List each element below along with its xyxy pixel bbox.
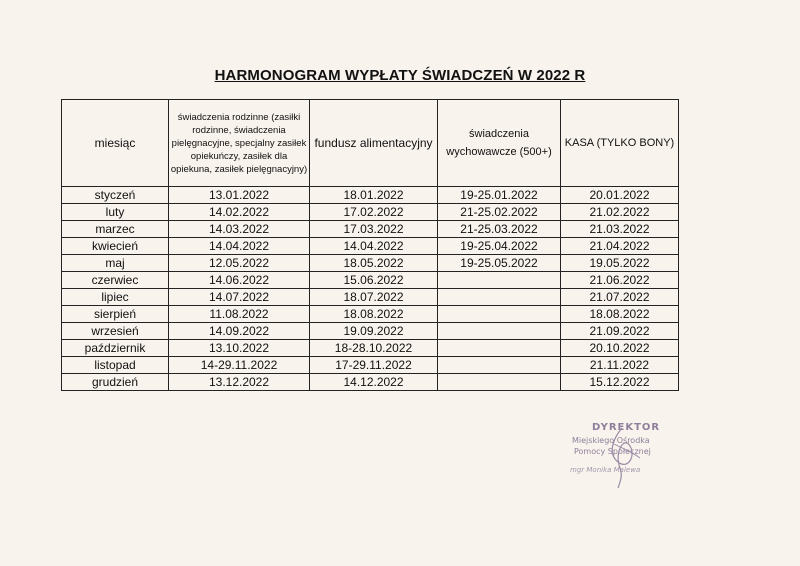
cell-500 bbox=[438, 289, 561, 306]
cell-kasa: 18.08.2022 bbox=[561, 306, 679, 323]
cell-month: wrzesień bbox=[62, 323, 169, 340]
signature-icon bbox=[560, 422, 670, 492]
cell-month: sierpień bbox=[62, 306, 169, 323]
cell-family: 12.05.2022 bbox=[169, 255, 310, 272]
cell-kasa: 21.11.2022 bbox=[561, 357, 679, 374]
stamp-office-line: Miejskiego Ośrodka bbox=[572, 436, 650, 445]
cell-fund: 17.03.2022 bbox=[310, 221, 438, 238]
table-row bbox=[62, 323, 679, 340]
table-row bbox=[62, 357, 679, 374]
cell-fund: 15.06.2022 bbox=[310, 272, 438, 289]
cell-kasa: 20.10.2022 bbox=[561, 340, 679, 357]
document-title: HARMONOGRAM WYPŁATY ŚWIADCZEŃ W 2022 R bbox=[214, 67, 586, 84]
table-row bbox=[62, 204, 679, 221]
stamp-office-line: Pomocy Społecznej bbox=[574, 447, 651, 456]
cell-500: 19-25.05.2022 bbox=[438, 255, 561, 272]
table-row bbox=[62, 255, 679, 272]
cell-family: 14.07.2022 bbox=[169, 289, 310, 306]
cell-500: 19-25.04.2022 bbox=[438, 238, 561, 255]
header-family-benefits: świadczenia rodzinne (zasiłki rodzinne, świadczenia pielęgnacyjne, specjalny zasiłek opiekuńczy, zasiłek dla opiekuna, zasiłek pielęgnacyjny) bbox=[169, 100, 310, 187]
cell-fund: 19.09.2022 bbox=[310, 323, 438, 340]
cell-month: grudzień bbox=[62, 374, 169, 391]
cell-fund: 18.01.2022 bbox=[310, 187, 438, 204]
cell-500: 19-25.01.2022 bbox=[438, 187, 561, 204]
header-month: miesiąc bbox=[62, 100, 169, 187]
cell-month: październik bbox=[62, 340, 169, 357]
cell-month: maj bbox=[62, 255, 169, 272]
cell-fund: 17.02.2022 bbox=[310, 204, 438, 221]
cell-fund: 18.05.2022 bbox=[310, 255, 438, 272]
cell-family: 14.03.2022 bbox=[169, 221, 310, 238]
table-row bbox=[62, 340, 679, 357]
cell-month: kwiecień bbox=[62, 238, 169, 255]
cell-month: czerwiec bbox=[62, 272, 169, 289]
cell-500 bbox=[438, 374, 561, 391]
cell-month: styczeń bbox=[62, 187, 169, 204]
cell-fund: 14.04.2022 bbox=[310, 238, 438, 255]
cell-family: 14.02.2022 bbox=[169, 204, 310, 221]
table-row bbox=[62, 374, 679, 391]
cell-family: 13.01.2022 bbox=[169, 187, 310, 204]
director-stamp bbox=[560, 422, 670, 492]
cell-kasa: 15.12.2022 bbox=[561, 374, 679, 391]
cell-500: 21-25.03.2022 bbox=[438, 221, 561, 238]
header-alimony-fund: fundusz alimentacyjny bbox=[310, 100, 438, 187]
cell-family: 13.10.2022 bbox=[169, 340, 310, 357]
table-row bbox=[62, 187, 679, 204]
cell-month: lipiec bbox=[62, 289, 169, 306]
cell-month: marzec bbox=[62, 221, 169, 238]
cell-kasa: 19.05.2022 bbox=[561, 255, 679, 272]
cell-month: listopad bbox=[62, 357, 169, 374]
cell-family: 14-29.11.2022 bbox=[169, 357, 310, 374]
cell-family: 11.08.2022 bbox=[169, 306, 310, 323]
cell-kasa: 21.03.2022 bbox=[561, 221, 679, 238]
cell-month: luty bbox=[62, 204, 169, 221]
cell-fund: 18.08.2022 bbox=[310, 306, 438, 323]
table-row bbox=[62, 306, 679, 323]
cell-family: 14.04.2022 bbox=[169, 238, 310, 255]
cell-family: 14.09.2022 bbox=[169, 323, 310, 340]
cell-kasa: 21.02.2022 bbox=[561, 204, 679, 221]
cell-500 bbox=[438, 323, 561, 340]
table-row bbox=[62, 238, 679, 255]
cell-fund: 14.12.2022 bbox=[310, 374, 438, 391]
cell-kasa: 21.04.2022 bbox=[561, 238, 679, 255]
cell-500 bbox=[438, 357, 561, 374]
table-row bbox=[62, 272, 679, 289]
stamp-title: DYREKTOR bbox=[592, 422, 661, 433]
cell-kasa: 21.09.2022 bbox=[561, 323, 679, 340]
header-row bbox=[62, 100, 679, 187]
cell-500: 21-25.02.2022 bbox=[438, 204, 561, 221]
header-cashier: KASA (TYLKO BONY) bbox=[561, 100, 679, 187]
table-row bbox=[62, 289, 679, 306]
cell-kasa: 21.06.2022 bbox=[561, 272, 679, 289]
cell-family: 14.06.2022 bbox=[169, 272, 310, 289]
stamp-name: mgr Monika Malewa bbox=[570, 466, 641, 474]
cell-fund: 18-28.10.2022 bbox=[310, 340, 438, 357]
table-row bbox=[62, 221, 679, 238]
header-child-benefit-500: świadczenia wychowawcze (500+) bbox=[438, 100, 561, 187]
cell-fund: 17-29.11.2022 bbox=[310, 357, 438, 374]
cell-kasa: 20.01.2022 bbox=[561, 187, 679, 204]
payment-schedule-table bbox=[61, 99, 679, 391]
cell-500 bbox=[438, 340, 561, 357]
cell-family: 13.12.2022 bbox=[169, 374, 310, 391]
cell-kasa: 21.07.2022 bbox=[561, 289, 679, 306]
cell-500 bbox=[438, 272, 561, 289]
cell-fund: 18.07.2022 bbox=[310, 289, 438, 306]
cell-500 bbox=[438, 306, 561, 323]
